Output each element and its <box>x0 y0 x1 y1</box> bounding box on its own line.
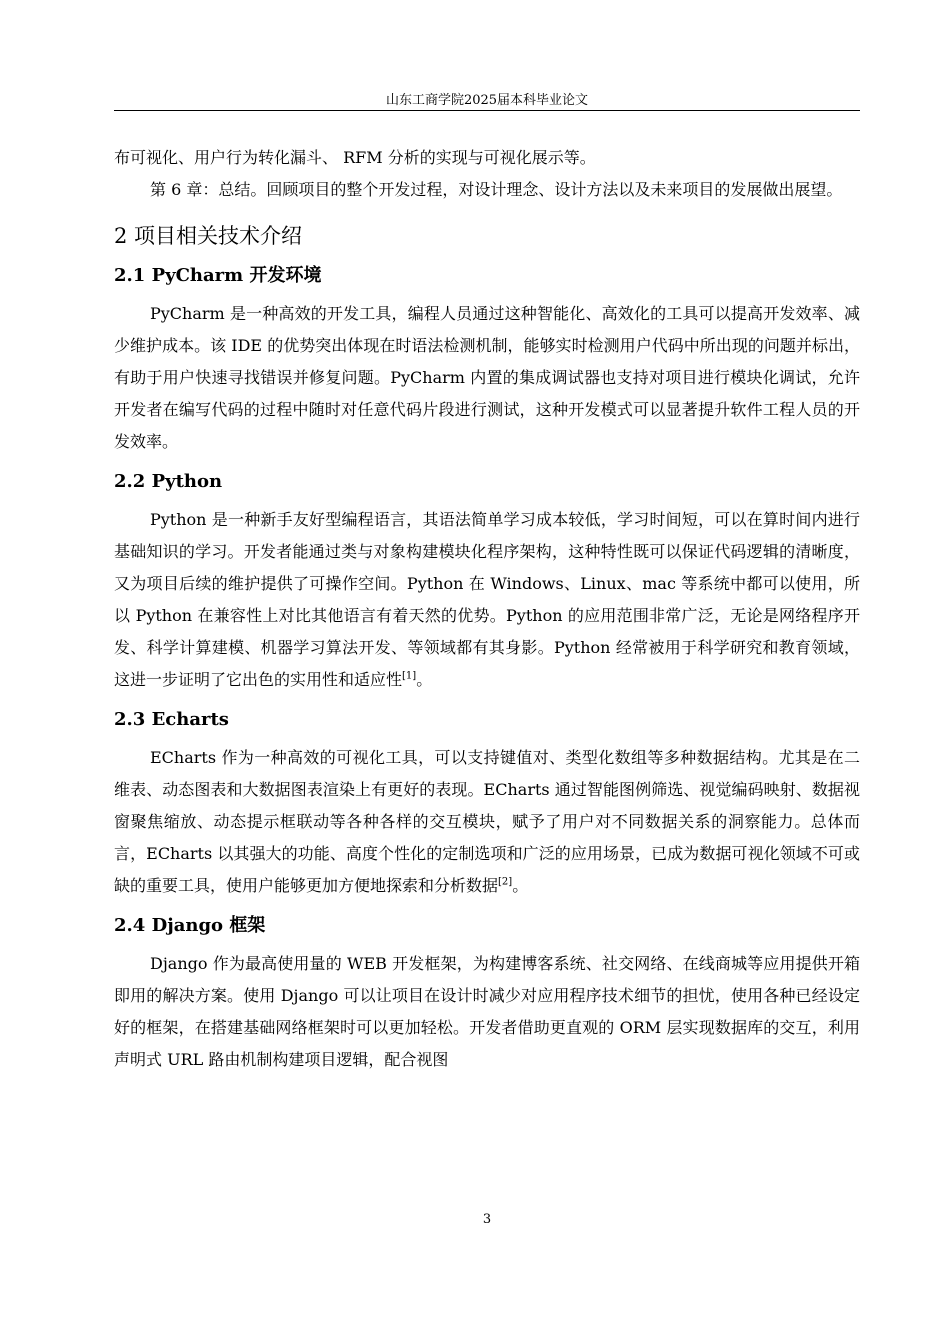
page-number: 3 <box>482 1212 492 1227</box>
paragraph-text: Python 是一种新手友好型编程语言，其语法简单学习成本较低，学习时间短，可以在算时间内进行基础知识的学习。开发者能通过类与对象构建模块化程序架构，这种特性既可以保证代码逻辑的清晰度，又为项目后续的维护提供了可操作空间。Python 在 Windows、Linux、mac 等系统中都可以使用，所以 Python 在兼容性上对比其他语言有着天然的优势。Python 的应用范围非常广泛，无论是网络程序开发、科学计算建模、机器学习算法开发、等领域都有其身影。Python 经常被用于科学研究和教育领域，这进一步证明了它出色的实用性和适应性 <box>114 510 860 689</box>
paragraph-text: ECharts 作为一种高效的可视化工具，可以支持键值对、类型化数组等多种数据结构。尤其是在二维表、动态图表和大数据图表渲染上有更好的表现。ECharts 通过智能图例筛选、视觉编码映射、数据视窗聚焦缩放、动态提示框联动等各种各样的交互模块，赋予了用户对不同数据关系的洞察能力。总体而言，ECharts 以其强大的功能、高度个性化的定制选项和广泛的应用场景，已成为数据可视化领域不可或缺的重要工具，使用户能够更加方便地探索和分析数据 <box>114 748 860 895</box>
header-rule <box>114 110 860 111</box>
intro-paragraph-1: 布可视化、用户行为转化漏斗、 RFM 分析的实现与可视化展示等。 <box>114 148 596 167</box>
intro-paragraph-2: 第 6 章：总结。回顾项目的整个开发过程，对设计理念、设计方法以及未来项目的发展做出展望。 <box>150 180 843 199</box>
citation: [2] <box>498 876 513 888</box>
chapter-title: 2 项目相关技术介绍 <box>114 224 303 248</box>
paragraph-tail: 。 <box>512 876 529 895</box>
section-paragraph-2-2 <box>114 504 860 696</box>
section-paragraph-2-3 <box>114 742 860 902</box>
running-header: 山东工商学院2025届本科毕业论文 <box>385 93 589 108</box>
paragraph-tail: 。 <box>416 670 433 689</box>
section-title-2-4: 2.4 Django 框架 <box>114 915 266 936</box>
section-title-2-2: 2.2 Python <box>114 471 223 492</box>
section-paragraph-2-4: Django 作为最高使用量的 WEB 开发框架，为构建博客系统、社交网络、在线商城等应用提供开箱即用的解决方案。使用 Django 可以让项目在设计时减少对应用程序技术细节的担忧，使用各种已经设定好的框架，在搭建基础网络框架时可以更加轻松。开发者借助更直观的 ORM 层实现数据库的交互，利用声明式 URL 路由机制构建项目逻辑，配合视图 <box>114 954 860 1069</box>
section-title-2-1: 2.1 PyCharm 开发环境 <box>114 265 322 286</box>
section-title-2-3: 2.3 Echarts <box>114 709 229 730</box>
section-paragraph-2-1: PyCharm 是一种高效的开发工具，编程人员通过这种智能化、高效化的工具可以提高开发效率、减少维护成本。该 IDE 的优势突出体现在时语法检测机制，能够实时检测用户代码中所出现的问题并标出，有助于用户快速寻找错误并修复问题。PyCharm 内置的集成调试器也支持对项目进行模块化调试，允许开发者在编写代码的过程中随时对任意代码片段进行测试，这种开发模式可以显著提升软件工程人员的开发效率。 <box>114 304 860 451</box>
citation: [1] <box>402 670 417 682</box>
page-body <box>114 142 860 1076</box>
